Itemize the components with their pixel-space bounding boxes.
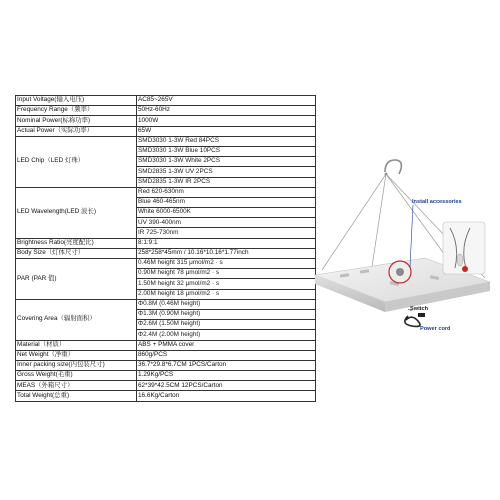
- spec-row: [16, 116, 316, 126]
- spec-value: Blue 460-465nm: [137, 197, 316, 207]
- spec-value: 0.90M height 78 μmol/m2 · s: [137, 269, 316, 279]
- spec-value: SMD2835 1-3W IR 2PCS: [137, 177, 316, 187]
- spec-row: [16, 391, 316, 401]
- spec-value: Φ0.8M (0.46M height): [137, 299, 316, 309]
- spec-value: Φ2.6M (1.50M height): [137, 320, 316, 330]
- power-cord-label: Power cord: [420, 326, 451, 332]
- install-accessories-label: Install accessories: [412, 199, 462, 205]
- spec-label: Actual Power（实际功率）: [16, 126, 137, 136]
- spec-row: [16, 187, 316, 197]
- power-cord: [405, 313, 425, 326]
- spec-row: [16, 238, 316, 248]
- spec-label: Gross Weight(毛重): [16, 371, 137, 381]
- spec-row: [16, 350, 316, 360]
- spec-label: Body Size（灯体尺寸）: [16, 248, 137, 258]
- spec-label: LED Wavelength(LED 波长): [16, 187, 137, 238]
- spec-label: LED Chip（LED 灯珠）: [16, 136, 137, 187]
- spec-label: PAR (PAR 值): [16, 259, 137, 300]
- spec-value: White 6000-6500K: [137, 208, 316, 218]
- spec-value: 258*258*45mm / 10.16*10.16*1.77inch: [137, 248, 316, 258]
- spec-value: SMD2835 1-3W UV 2PCS: [137, 167, 316, 177]
- spec-label: Material（材质）: [16, 340, 137, 350]
- spec-row: [16, 381, 316, 391]
- install-accessories-highlight: [389, 205, 413, 283]
- spec-value: 8:1:9:1: [137, 238, 316, 248]
- spec-value: SMD3030 1-3W White 2PCS: [137, 157, 316, 167]
- spec-label: Net Weight（净重）: [16, 350, 137, 360]
- spec-row: [16, 360, 316, 370]
- spec-label: Brightness Ratio(亮度配比): [16, 238, 137, 248]
- switch-label: Switch: [410, 306, 429, 312]
- spec-value: AC85~265V: [137, 96, 316, 106]
- spec-value: ABS + PMMA cover: [137, 340, 316, 350]
- spec-label: Input Voltage(输入电压): [16, 96, 137, 106]
- spec-row: [16, 106, 316, 116]
- detail-inset: [443, 222, 485, 274]
- spec-row: [16, 126, 316, 136]
- spec-value: 65W: [137, 126, 316, 136]
- spec-row: [16, 136, 316, 146]
- spec-value: SMD3030 1-3W Blue 10PCS: [137, 146, 316, 156]
- spec-value: 50Hz-60Hz: [137, 106, 316, 116]
- spec-value: SMD3030 1-3W Red 84PCS: [137, 136, 316, 146]
- spec-value: 1.29Kg/PCS: [137, 371, 316, 381]
- spec-label: Total Weight(总重): [16, 391, 137, 401]
- spec-value: 62*39*42.5CM 12PCS/Carton: [137, 381, 316, 391]
- spec-value: Φ2.4M (2.00M height): [137, 330, 316, 340]
- spec-row: [16, 299, 316, 309]
- spec-value: 0.46M height 315 μmol/m2 · s: [137, 259, 316, 269]
- spec-row: [16, 340, 316, 350]
- spec-value: 1000W: [137, 116, 316, 126]
- spec-label: Covering Area（辐射面积）: [16, 299, 137, 340]
- product-photo: [300, 150, 500, 350]
- spec-value: 36.7*29.8*6.7CM 1PCS/Carton: [137, 360, 316, 370]
- spec-row: [16, 371, 316, 381]
- spec-row: [16, 259, 316, 269]
- spec-table: [15, 95, 316, 402]
- spec-value: UV 390-400nm: [137, 218, 316, 228]
- spec-label: Inner packing size(内包装尺寸): [16, 360, 137, 370]
- spec-value: 2.00M height 18 μmol/m2 · s: [137, 289, 316, 299]
- spec-value: Φ1.3M (0.90M height): [137, 309, 316, 319]
- spec-value: Red 620-630nm: [137, 187, 316, 197]
- spec-label: Nominal Power(标称功率): [16, 116, 137, 126]
- spec-value: 1.50M height 32 μmol/m2 · s: [137, 279, 316, 289]
- spec-row: [16, 96, 316, 106]
- spec-value: 16.6Kg/Carton: [137, 391, 316, 401]
- spec-row: [16, 248, 316, 258]
- hanging-hook: [385, 160, 402, 175]
- spec-label: MEAS（外箱尺寸）: [16, 381, 137, 391]
- spec-label: Frequency Range（频率）: [16, 106, 137, 116]
- spec-value: 860g/PCS: [137, 350, 316, 360]
- spec-value: IR 725-730nm: [137, 228, 316, 238]
